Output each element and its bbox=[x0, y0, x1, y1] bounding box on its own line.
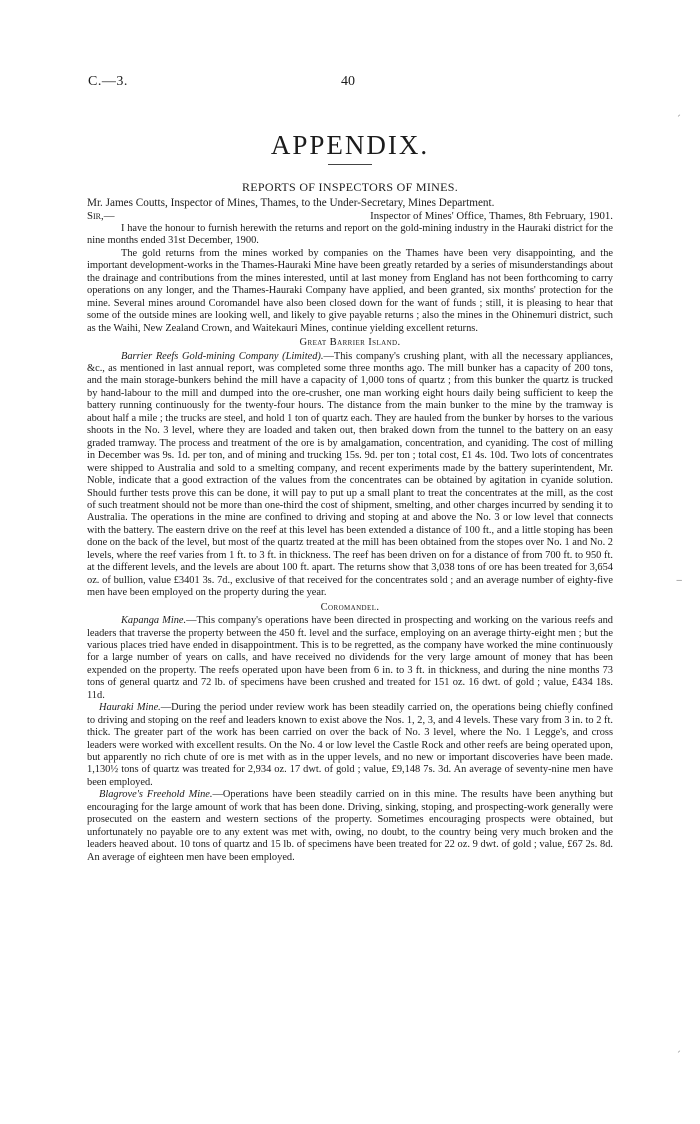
salutation: Sir,— bbox=[87, 210, 115, 222]
margin-mark-top: ˏ bbox=[676, 106, 681, 117]
appendix-title: APPENDIX. bbox=[270, 130, 430, 160]
paragraph-lead: Kapanga Mine. bbox=[121, 615, 187, 627]
paragraph-body: —Operations have been steadily carried on in this mine. The results have been anything but encouraging for the large amount of work that has been done. Driving, sinking, stoping, and prospecting-work generally were prosecuted on the eastern and western sections of the property. Sometimes encouraging prospects were obtained, but unfortunately no payable ore to any extent was met with, owing, no doubt, to the country being very much broken and the leaders heaved about. 10 tons of quartz and 15 lb. of specimens have been treated for 22 oz. 9 dwt. of gold ; value, £67 2s. 8d. An average of eighteen men have been employed. bbox=[87, 789, 613, 863]
paragraph-blagroves-freehold-mine bbox=[87, 789, 613, 864]
paragraph-lead: Hauraki Mine. bbox=[99, 702, 161, 714]
section-heading-great-barrier: Great Barrier Island. bbox=[299, 337, 401, 349]
paragraph-body: —This company's operations have been directed in prospecting and working on the various reefs and leaders that traverse the property between the 450 ft. level and the surface, employing on an average thirty-eight men ; but the various places tried have ended in disappointment. This is to be regretted, as the company have worked the mine continuously for a large number of years on calls, and have received no dividends for the very large amount of money that has been expended on the property. The reefs operated upon have been from 6 in. to 3 ft. in thickness, and during the nine months 73 tons of general quartz and 72 lb. of specimens have been crushed and treated for 151 oz. 16 dwt. of gold ; value, £434 18s. 11d. bbox=[87, 615, 613, 701]
intro-paragraph-2: The gold returns from the mines worked by companies on the Thames have been very disappointing, and the important development-works in the Thames-Hauraki Mine have been greatly retarded by a series of misunderstandings about the drainage and contributions from the mines interested, until at last money from England has not been forthcoming to carry operations on any longer, and the Thames-Hauraki Company have applied, and been granted, six months' protection for the mine. Several mines around Coromandel have also been closed down for the want of funds ; still, it is pleasing to hear that some of the outside mines are looking well, and likely to give payable returns ; also the mines in the Ohinemuri district, such as the Waihi, New Zealand Crown, and Waitekauri Mines, continue yielding excellent returns. bbox=[87, 247, 613, 334]
intro-paragraph-1: I have the honour to furnish herewith the returns and report on the gold-mining industry in the Hauraki district for the nine months ended 31st December, 1900. bbox=[87, 223, 613, 247]
page-header bbox=[88, 74, 608, 94]
paragraph-kapanga-mine bbox=[87, 615, 613, 702]
paragraph-hauraki-mine bbox=[87, 702, 613, 789]
report-heading: REPORTS OF INSPECTORS OF MINES. bbox=[241, 180, 459, 194]
report-body bbox=[87, 196, 613, 864]
address-line: Mr. James Coutts, Inspector of Mines, Thames, to the Under-Secretary, Mines Department. bbox=[87, 197, 495, 209]
title-divider bbox=[328, 164, 372, 165]
paragraph-body: —This company's crushing plant, with all the necessary appliances, &c., as mentioned in last annual report, was completed some three months ago. The mill bunker has a capacity of 200 tons, and the main storage-bunkers behind the mill have a capacity of 1,000 tons of quartz ; from this bunker the quartz is trucked by hand-labour to the mill and dumped into the ore-crusher, one man working eight hours daily being sufficient to keep the battery running continuously for the twenty-four hours. The distance from the main bunker to the mine by the tramway is about half a mile ; the trucks are steel, and hold 1 ton of quartz each. They are hauled from the bunker by horses to the various shoots in the No. 3 level, where they are loaded and taken out, then braked down from the tunnel to the battery on an easy graded tramway. The process and treatment of the ore is by amalgamation, concentration, and cyaniding. The cost of milling in December was 9s. 1d. per ton, and of mining and trucking 15s. 9d. per ton ; total cost, £1 4s. 10d. Two lots of concentrates were shipped to Australia and sold to a smelting company, and recent experiments made by the battery superintendent, Mr. Noble, indicate that a good extraction of the values from the concentrates can be obtained by agitation in cyanide solution. Should further tests prove this can be done, it will pay to put up a small plant to treat the concentrates at the mill, as the cost of such treatment should not be more than one-third the cost of shipment, smelting, and other charges incurred by sending it to Australia. The operations in the mine are confined to driving and stoping at and above the No. 3 or low level that connects with the battery. The eastern drive on the reef at this level has been extended a distance of 100 ft., and a little stoping has been done on the back of the level, but most of the quartz treated at the mill has been obtained from the stopes over No. 1 and No. 2 levels, where the reef varies from 1 ft. to 3 ft. in thickness. The reef has been driven on for a distance of from 700 ft. to 950 ft. at the different levels, and the levels are about 100 ft. apart. The returns show that 3,038 tons of ore has been treated for 3,654 oz. of bullion, value £3401 3s. 7d., exclusive of that received for the concentrates sold ; and an average number of eighty-five men have been employed on the property during the year. bbox=[87, 350, 613, 599]
margin-mark-middle: ‒ bbox=[676, 575, 683, 586]
paragraph-body: —During the period under review work has been steadily carried on, the operations being chiefly confined to driving and stoping on the reef and leaders known to exist above the Nos. 1, 2, 3, and 4 levels. These vary from 3 in. to 2 ft. thick. The greater part of the work has been carried on over the back of No. 3 level, where the No. 1 Legge's, and cross leaders were worked with excellent results. On the No. 4 or low level the Castle Rock and other reefs are being operated upon, but apparently no rich chute of ore is met with as in the upper levels, and no new or important discoveries have been made. 1,130½ tons of quartz was treated for 2,934 oz. 17 dwt. of gold ; value, £9,148 7s. 3d. An average of seventy-nine men have been employed. bbox=[87, 702, 613, 788]
section-heading-coromandel: Coromandel. bbox=[320, 601, 380, 613]
office-date: Inspector of Mines' Office, Thames, 8th February, 1901. bbox=[370, 210, 613, 222]
paragraph-lead: Blagrove's Freehold Mine. bbox=[99, 789, 213, 801]
salutation-row bbox=[87, 210, 613, 223]
document-reference: C.—3. bbox=[88, 74, 128, 89]
page-number: 40 bbox=[341, 74, 355, 89]
paragraph-barrier-reefs bbox=[87, 351, 613, 600]
margin-mark-bottom: ˏ bbox=[676, 1042, 681, 1053]
paragraph-lead: Barrier Reefs Gold-mining Company (Limited). bbox=[121, 350, 324, 362]
